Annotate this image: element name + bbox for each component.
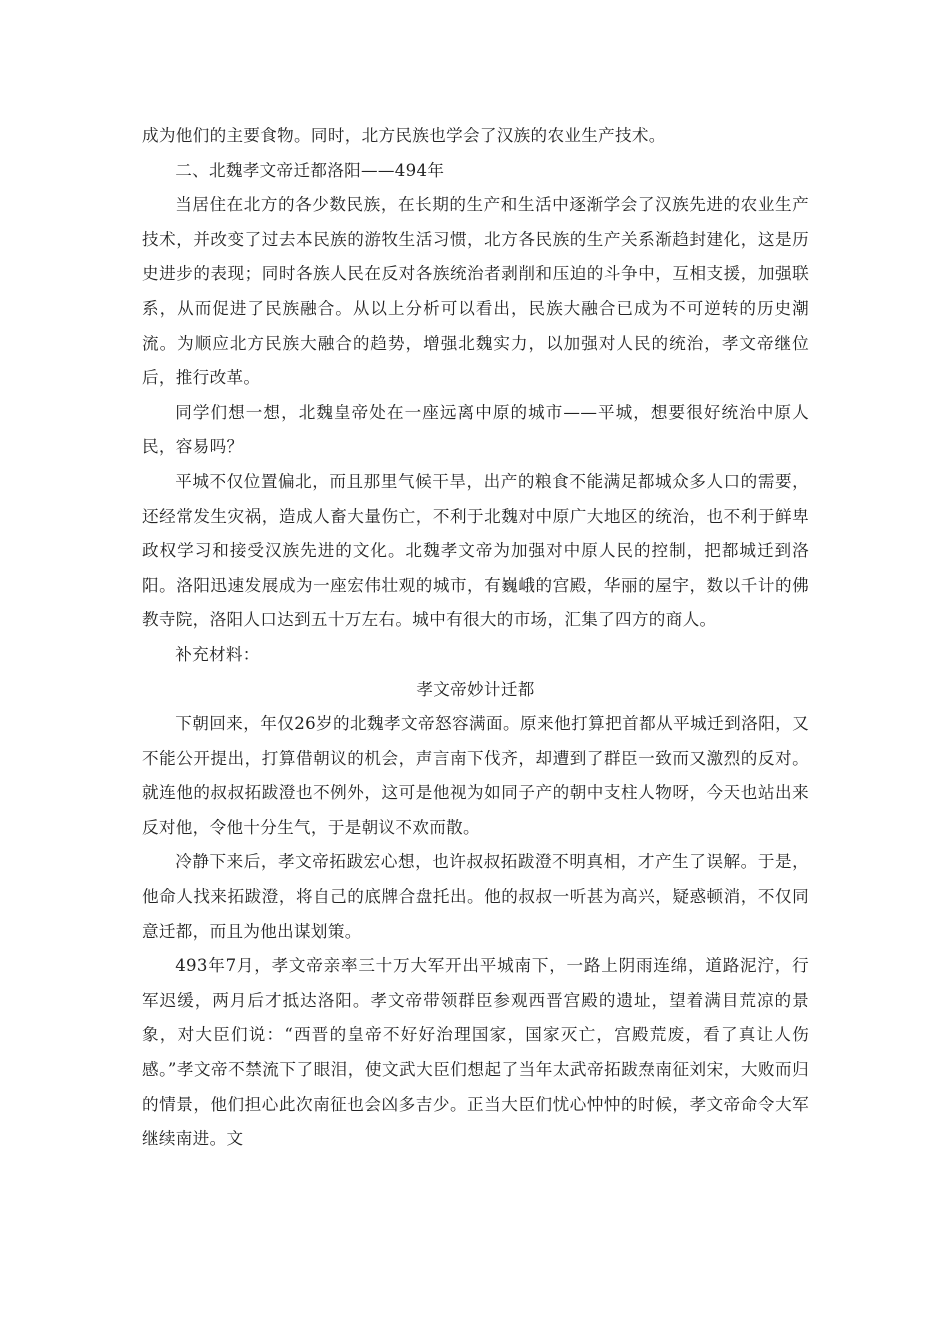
paragraph-story-3: 493年7月，孝文帝亲率三十万大军开出平城南下，一路上阴雨连绵，道路泥泞，行军迟缓，两月后才抵达洛阳。孝文帝带领群臣参观西晋宫殿的遗址，望着满目荒凉的景象，对大臣们说：“西晋的皇帝不好好治理国家，国家灭亡，宫殿荒废，看了真让人伤感。”孝文帝不禁流下了眼泪，使文武大臣们想起了当年太武帝拓跋焘南征刘宋，大败而归的情景，他们担心此次南征也会凶多吉少。正当大臣们忧心忡忡的时候，孝文帝命令大军继续南进。文 bbox=[142, 956, 809, 1149]
paragraph-continuation: 成为他们的主要食物。同时，北方民族也学会了汉族的农业生产技术。 bbox=[142, 126, 666, 145]
supplementary-label: 补充材料： bbox=[175, 644, 260, 664]
paragraph-story-1: 下朝回来，年仅26岁的北魏孝文帝怒容满面。原来他打算把首都从平城迁到洛阳，又不能公开提出，打算借朝议的机会，声言南下伐齐，却遭到了群臣一致而又激烈的反对。就连他的叔叔拓跋澄也不例外，这可是他视为如同子产的朝中支柱人物呀，今天也站出来反对他，令他十分生气，于是朝议不欢而散。 bbox=[142, 714, 809, 837]
paragraph-question: 同学们想一想，北魏皇帝处在一座远离中原的城市——平城，想要很好统治中原人民，容易吗？ bbox=[142, 402, 809, 457]
paragraph-pingcheng: 平城不仅位置偏北，而且那里气候干旱，出产的粮食不能满足都城众多人口的需要，还经常发生灾祸，造成人畜大量伤亡，不利于北魏对中原广大地区的统治，也不利于鲜卑政权学习和接受汉族先进的文化。北魏孝文帝为加强对中原人民的控制，把都城迁到洛阳。洛阳迅速发展成为一座宏伟壮观的城市，有巍峨的宫殿，华丽的屋宇，数以千计的佛教寺院，洛阳人口达到五十万左右。城中有很大的市场，汇集了四方的商人。 bbox=[142, 471, 809, 630]
section-heading: 二、北魏孝文帝迁都洛阳——494年 bbox=[175, 160, 445, 180]
paragraph-background: 当居住在北方的各少数民族，在长期的生产和生活中逐渐学会了汉族先进的农业生产技术，并改变了过去本民族的游牧生活习惯，北方各民族的生产关系渐趋封建化，这是历史进步的表现；同时各族人民在反对各族统治者剥削和压迫的斗争中，互相支援，加强联系，从而促进了民族融合。从以上分析可以看出，民族大融合已成为不可逆转的历史潮流。为顺应北方民族大融合的趋势，增强北魏实力，以加强对人民的统治，孝文帝继位后，推行改革。 bbox=[142, 195, 809, 388]
paragraph-story-2: 冷静下来后，孝文帝拓跋宏心想，也许叔叔拓跋澄不明真相，才产生了误解。于是，他命人找来拓跋澄，将自己的底牌合盘托出。他的叔叔一听甚为高兴，疑惑顿消，不仅同意迁都，而且为他出谋划策。 bbox=[142, 852, 809, 941]
story-title: 孝文帝妙计迁都 bbox=[416, 679, 535, 699]
document-body bbox=[142, 119, 809, 1157]
